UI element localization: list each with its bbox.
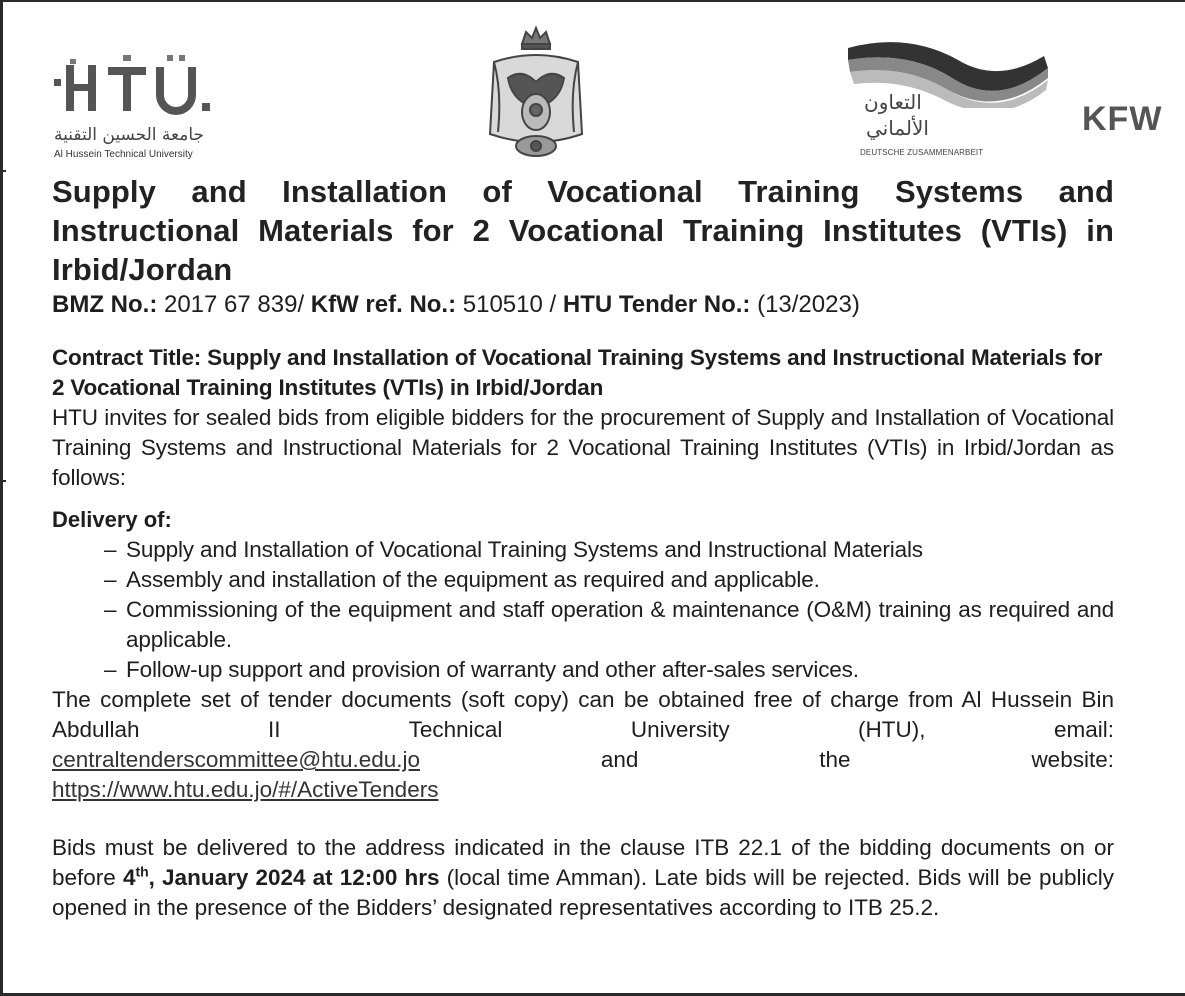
frame-notch (0, 480, 6, 482)
frame-notch (0, 170, 6, 172)
contract-title: Contract Title: Supply and Installation of Vocational Training Systems and Instructional Materials for 2 Vocational Training Institutes (VTIs) in Irbid/Jordan (52, 345, 1103, 400)
website-link[interactable]: https://www.htu.edu.jo/#/ActiveTenders (52, 777, 439, 802)
htu-english-name: Al Hussein Technical University (54, 149, 193, 160)
delivery-item: – Assembly and installation of the equipment as required and applicable. (104, 565, 1114, 595)
htu-tender-label: HTU Tender No.: (562, 291, 751, 318)
delivery-list (52, 535, 1114, 685)
deadline-rest: , January 2024 at 12:00 hrs (148, 865, 440, 890)
german-cooperation-arabic-line2: الألماني (866, 116, 929, 140)
documents-contact-line (52, 745, 1114, 775)
kfw-ref-label: KfW ref. No.: (310, 291, 457, 318)
kfw-ref-value: 510510 / (456, 291, 563, 318)
reference-numbers (52, 289, 1114, 321)
kfw-logo: KFW (1082, 100, 1163, 138)
bids-text-part2: (local time Amman). Late bids will be rejected. Bids will be publicly opened in the presence of the Bidders’ designated representatives according to ITB 25.2. (52, 865, 1114, 920)
bids-text-part1: Bids must be delivered to the address indicated in the clause ITB 22.1 of the bidding documents on or before (52, 835, 1114, 890)
website-label: website: (1031, 747, 1114, 772)
delivery-heading: Delivery of: (52, 507, 172, 532)
bids-paragraph (52, 833, 1114, 923)
page-title: Supply and Installation of Vocational Training Systems and Instructional Materials for 2 Vocational Training Institutes (VTIs) in Irbid/Jordan (52, 174, 1114, 287)
deadline-day: 4 (122, 865, 136, 890)
htu-arabic-name: جامعة الحسين التقنية (54, 125, 205, 145)
htu-logo (52, 55, 222, 165)
deadline-day-suffix: th (135, 863, 149, 880)
bmz-label: BMZ No.: (52, 291, 158, 318)
website-line (52, 775, 1114, 805)
documents-paragraph: The complete set of tender documents (soft copy) can be obtained free of charge from Al Hussein Bin Abdullah II Technical University (HTU), email: (52, 687, 1114, 742)
and-word: and (600, 747, 639, 772)
german-cooperation-arabic-line1: التعاون (864, 90, 922, 114)
the-word: the (819, 747, 851, 772)
logo-row (0, 0, 1185, 170)
bmz-value: 2017 67 839/ (157, 291, 311, 318)
htu-tender-value: (13/2023) (750, 291, 860, 318)
delivery-item: – Commissioning of the equipment and staff operation & maintenance (O&M) training as required and applicable. (104, 595, 1114, 655)
german-cooperation-english: DEUTSCHE ZUSAMMENARBEIT (860, 148, 984, 157)
delivery-item: – Supply and Installation of Vocational Training Systems and Instructional Materials (104, 535, 1114, 565)
invitation-paragraph: HTU invites for sealed bids from eligible bidders for the procurement of Supply and Installation of Vocational Training Systems and Instructional Materials for 2 Vocational Training Institutes (VTIs) in Irbid/Jordan as follows: (52, 405, 1114, 490)
delivery-item: – Follow-up support and provision of warranty and other after-sales services. (104, 655, 1114, 685)
tender-notice (52, 172, 1114, 923)
german-cooperation-logo (848, 38, 1048, 163)
deadline-date (123, 865, 440, 890)
email-link[interactable]: centraltenderscommittee@htu.edu.jo (52, 747, 421, 772)
jordan-coat-of-arms-icon (482, 22, 590, 164)
htu-logo-mark (52, 55, 222, 123)
